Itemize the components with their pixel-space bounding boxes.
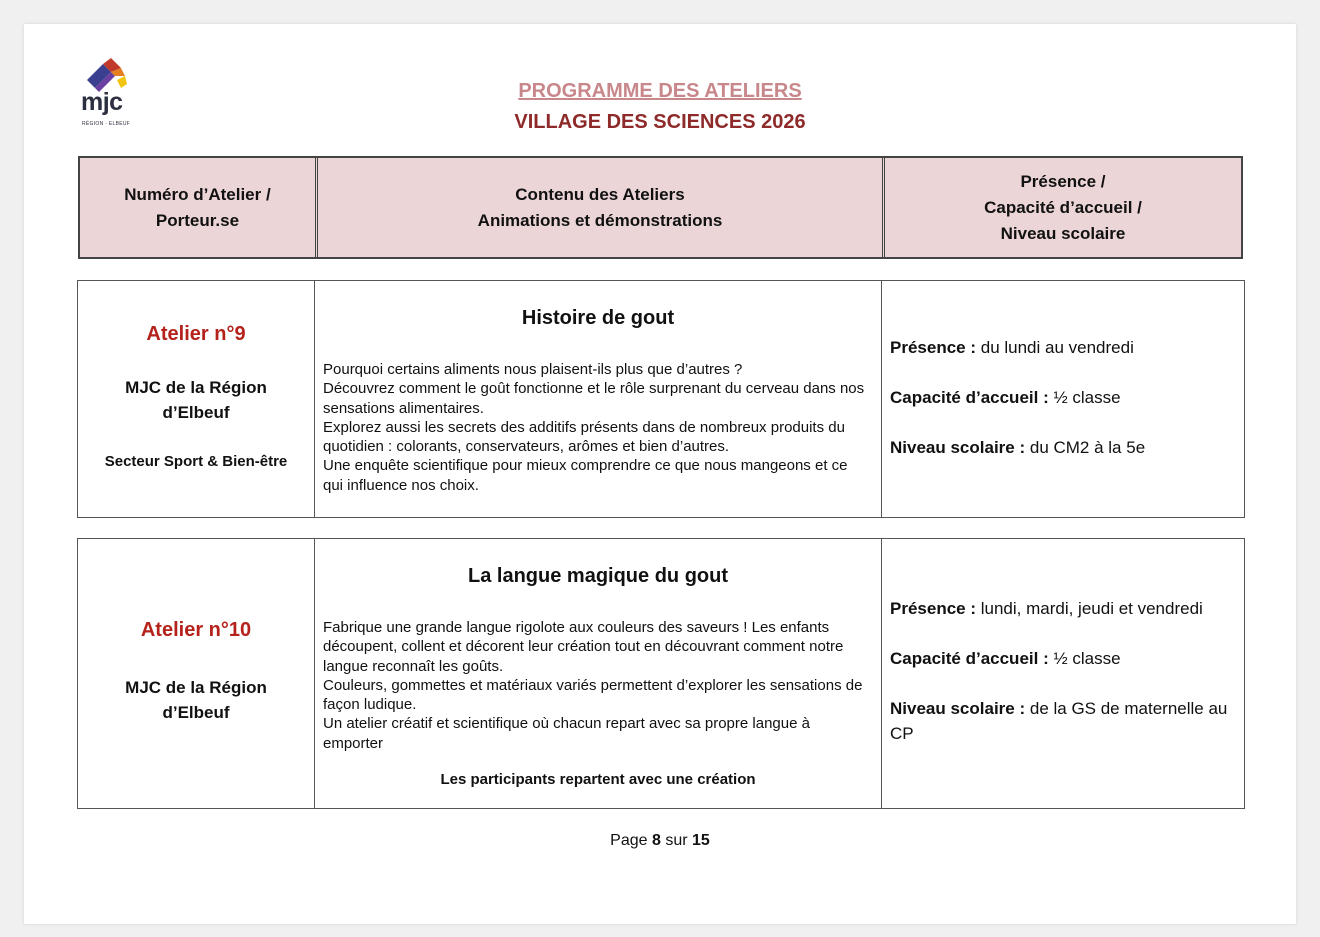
capacite-info	[890, 385, 1234, 410]
page-number	[24, 832, 1296, 850]
atelier-content-cell	[314, 281, 881, 517]
presence-info	[890, 335, 1234, 360]
description-paragraph: Découvrez comment le goût fonctionne et le rôle surprenant du cerveau dans nos sensations alimentaires.	[323, 380, 865, 417]
page-number-total: 15	[692, 832, 710, 849]
atelier-porteur-cell	[78, 281, 314, 517]
niveau-info	[890, 696, 1234, 746]
capacite-label: Capacité d’accueil :	[890, 649, 1049, 668]
atelier-porteur-cell	[78, 539, 314, 808]
column-header-line: Contenu des Ateliers	[515, 184, 685, 204]
column-header-presence	[882, 158, 1241, 257]
column-header-line: Numéro d’Atelier /	[124, 184, 271, 204]
capacite-value: ½ classe	[1053, 649, 1121, 668]
niveau-value: de la GS de maternelle au CP	[890, 699, 1228, 743]
porteur-name	[78, 375, 314, 425]
presence-label: Présence :	[890, 338, 976, 357]
column-header-line: Animations et démonstrations	[477, 210, 723, 230]
atelier-title: Histoire de gout	[521, 307, 675, 329]
presence-info	[890, 596, 1234, 621]
description-paragraph: Pourquoi certains aliments nous plaisent-ils plus que d’autres ?	[323, 361, 743, 378]
capacite-info	[890, 646, 1234, 671]
document-title: PROGRAMME DES ATELIERS	[518, 80, 802, 102]
description-paragraph: Un atelier créatif et scientifique où chacun repart avec sa propre langue à emporter	[323, 715, 810, 752]
page-number-current: 8	[651, 832, 661, 849]
atelier-content-cell	[314, 539, 881, 808]
page-number-prefix: Page	[610, 832, 648, 849]
atelier-info-cell	[881, 539, 1244, 808]
column-header-line: Présence /	[1020, 171, 1106, 191]
logo-subtext: RÉGION · ELBEUF	[82, 121, 131, 127]
porteur-name	[78, 675, 314, 725]
capacite-label: Capacité d’accueil :	[890, 388, 1049, 407]
porteur-line: d’Elbeuf	[162, 703, 230, 722]
atelier-title: La langue magique du gout	[468, 565, 728, 587]
column-header-contenu	[315, 158, 882, 257]
column-header-line: Capacité d’accueil /	[984, 197, 1142, 217]
description-paragraph: Une enquête scientifique pour mieux comprendre ce que nous mangeons et ce qui influence nos choix.	[323, 457, 848, 494]
capacite-value: ½ classe	[1053, 388, 1121, 407]
description-paragraph: Couleurs, gommettes et matériaux variés permettent d’explorer les sensations de façon ludique.	[323, 676, 863, 714]
atelier-description	[323, 618, 868, 753]
column-header-line: Niveau scolaire	[1000, 223, 1126, 243]
niveau-info	[890, 435, 1234, 460]
porteur-line: d’Elbeuf	[162, 403, 230, 422]
secteur-label: Secteur Sport & Bien-être	[104, 453, 288, 470]
atelier-number: Atelier n°9	[146, 323, 246, 345]
column-header-atelier	[80, 158, 315, 257]
porteur-line: MJC de la Région	[125, 678, 267, 697]
logo-wordmark: mjc	[81, 88, 123, 116]
document-page	[24, 24, 1296, 924]
description-paragraph: Fabrique une grande langue rigolote aux couleurs des saveurs ! Les enfants découpent, collent et décorent leur création tout en découvrant comment notre langue reconnaît les goûts.	[323, 619, 844, 675]
atelier-description	[323, 360, 868, 495]
niveau-label: Niveau scolaire :	[890, 699, 1026, 718]
column-header-line: Porteur.se	[155, 210, 240, 230]
atelier-row	[77, 280, 1245, 518]
atelier-row	[77, 538, 1245, 809]
niveau-value: du CM2 à la 5e	[1029, 438, 1146, 457]
porteur-line: MJC de la Région	[125, 378, 267, 397]
presence-label: Présence :	[890, 599, 976, 618]
niveau-label: Niveau scolaire :	[890, 438, 1026, 457]
description-paragraph: Explorez aussi les secrets des additifs présents dans de nombreux produits du quotidien : colorants, conservateurs, arômes et bien d’autres.	[323, 418, 845, 456]
column-header-table	[78, 156, 1243, 259]
presence-value: lundi, mardi, jeudi et vendredi	[980, 599, 1203, 618]
atelier-info-cell	[881, 281, 1244, 517]
page-number-middle: sur	[665, 832, 688, 849]
document-subtitle: VILLAGE DES SCIENCES 2026	[514, 111, 806, 133]
atelier-note: Les participants repartent avec une création	[440, 771, 756, 788]
presence-value: du lundi au vendredi	[980, 338, 1134, 357]
atelier-number: Atelier n°10	[140, 619, 252, 641]
